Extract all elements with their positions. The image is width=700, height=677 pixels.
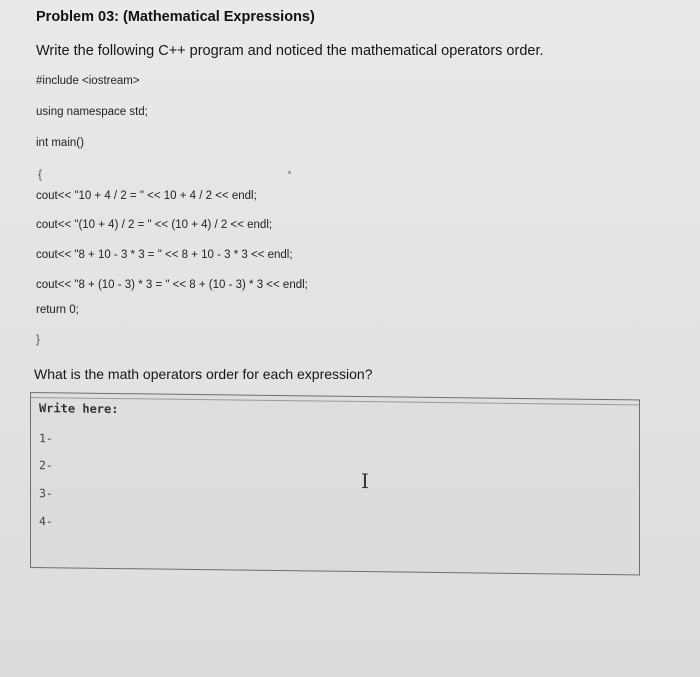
code-line-main: int main(): [36, 137, 84, 149]
code-line-expr-3: cout<< "8 + 10 - 3 * 3 = " << 8 + 10 - 3 * 3 << endl;: [36, 249, 293, 261]
problem-title: Problem 03: (Mathematical Expressions): [36, 9, 315, 25]
answer-box-top-border: [31, 393, 639, 405]
answer-item-1: 1-: [39, 431, 53, 446]
code-line-expr-1: cout<< "10 + 4 / 2 = " << 10 + 4 / 2 << endl;: [36, 190, 257, 202]
code-line-open-brace: {: [38, 167, 43, 181]
stray-dot: [288, 171, 291, 174]
code-line-return: return 0;: [36, 304, 79, 316]
answer-item-4: 4-: [39, 514, 53, 529]
answer-header: Write here:: [39, 401, 119, 417]
code-line-namespace: using namespace std;: [36, 106, 148, 118]
question-text: What is the math operators order for each expression?: [34, 366, 373, 382]
answer-item-2: 2-: [39, 458, 53, 473]
code-line-expr-4: cout<< "8 + (10 - 3) * 3 = " << 8 + (10 - 3) * 3 << endl;: [36, 279, 308, 291]
answer-item-3: 3-: [39, 486, 53, 501]
code-line-close-brace: }: [36, 332, 41, 346]
problem-intro: Write the following C++ program and noticed the mathematical operators order.: [36, 43, 544, 59]
code-line-expr-2: cout<< "(10 + 4) / 2 = " << (10 + 4) / 2 << endl;: [36, 219, 273, 231]
text-cursor-icon: I: [361, 469, 369, 494]
answer-textarea[interactable]: [30, 392, 640, 575]
code-line-include: #include <iostream>: [36, 75, 140, 87]
